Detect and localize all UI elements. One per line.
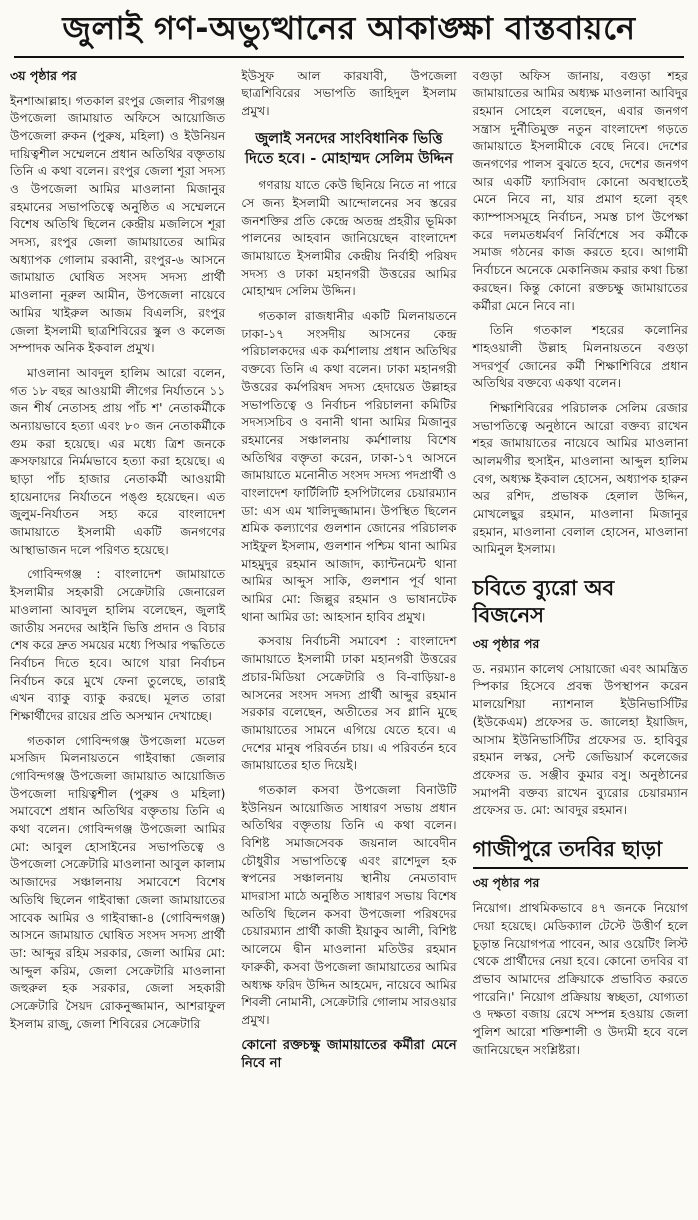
paragraph: কসবায় নির্বাচনী সমাবেশ : বাংলাদেশ জামায়াতে ইসলামী ঢাকা মহানগরী উত্তরের প্রচার-মিডিয়া সেক্রেটারি ও বি-বাড়িয়া-৪ আসনের সংসদ সদস্য প্রার্থী আব্দুর রহমান সরকার বলেছেন, অতীতের সব গ্লানি মুছে জামায়াতের সামনে এগিয়ে যেতে হবে। এ দেশের মানুষ পরিবর্তন চায়। এ পরিবর্তন হবে জামায়াতের হাত দিয়েই।	[241, 634, 457, 773]
article-columns	[10, 68, 688, 1075]
paragraph: গতকাল গোবিন্দগঞ্জ উপজেলা মডেল মসজিদ মিলনায়তনে গাইবান্ধা জেলার গোবিন্দগঞ্জ উপজেলা জামায়াত আয়োজিত উপজেলা দায়িত্বশীল (পুরুষ ও মহিলা) সমাবেশে প্রধান অতিথির বক্তৃতায় তিনি এ কথা বলেন। গোবিন্দগঞ্জ উপজেলা আমির মো: আবুল হোসাইনের সভাপতিত্বে ও উপজেলা সেক্রেটারি মাওলানা আবুল কালাম আজাদের সঞ্চালনায় সমাবেশে বিশেষ অতিথি ছিলেন গাইবান্ধা জেলা জামায়াতের সাবেক আমির ও গাইবান্ধা-৪ (গোবিন্দগঞ্জ) আসনে জামায়াত ঘোষিত সংসদ সদস্য প্রার্থী ডা: আব্দুর রহিম সরকার, জেলা আমির মো: আব্দুল করিম, জেলা সেক্রেটারি মাওলানা জহুরুল হক সরকার, জেলা সহকারী সেক্রেটারি সৈয়দ রোকনুজ্জামান, আশরাফুল ইসলাম রাজু, জেলা শিবিরের সেক্রেটারি	[10, 733, 226, 1031]
continuation-note: ৩য় পৃষ্ঠার পর	[472, 875, 540, 891]
paragraph: গণরায় যাতে কেউ ছিনিয়ে নিতে না পারে সে জন্য ইসলামী আন্দোলনের সব স্তরের জনশক্তির প্রতি কেন্দ্রে অতন্দ্র প্রহরীর ভূমিকা পালনের আহবান জানিয়েছেন বাংলাদেশ জামায়াতে ইসলামীর কেন্দ্রীয় নির্বাহী পরিষদ সদস্য ও ঢাকা মহানগরী উত্তরের আমির মোহাম্মদ সেলিম উদ্দিন।	[241, 178, 457, 299]
paragraph: বগুড়া অফিস জানায়, বগুড়া শহর জামায়াতের আমির অধ্যক্ষ মাওলানা আবিদুর রহমান সোহেল বলেছেন, এবার জনগণ সন্ত্রাস দুর্নীতিমুক্ত নতুন বাংলাদেশ গড়তে জামায়াতে ইসলামীকে বেছে নিবে। দেশের জনগণের পালস বুঝতে হবে, দেশের জনগণ আর একটি ফ্যাসিবাদ কোনো অবস্থাতেই মেনে নিবে না, যার প্রমাণ হলো বৃহৎ ক্যাম্পাসসমূহে নির্বাচন, সমস্ত চাপ উপেক্ষা করে দলমতধর্মবর্ণ নির্বিশেষে সব কর্মীকে সমাজ গঠনের কাজ করতে হবে। আগামী নির্বাচনে অনেকে মেকানিজম করার কথা চিন্তা করছেন। কিন্তু কোনো রক্তচক্ষু জামায়াতের কর্মীরা মেনে নিবে না।	[472, 68, 688, 313]
paragraph: তিনি গতকাল শহরের কলোনির শাহওয়ালী উল্লাহ মিলনায়তনে বগুড়া সদরপূর্ব জোনের কর্মী শিক্ষাশিবিরে প্রধান অতিথির বক্তব্যে একথা বলেন।	[472, 323, 688, 391]
article-column-1	[10, 68, 225, 1041]
paragraph: ড. নরম্যান কালেথ সোয়াজো এবং আমন্ত্রিত স্পিকার হিসেবে প্রবন্ধ উপস্থাপন করেন মালয়েশিয়া ন্যাশনাল ইউনিভার্সিটির (ইউকেএম) প্রফেসর ড. জালেহা ইয়াজিদ, আসাম ইউনিভার্সিটির প্রফেসর ড. হাবিবুর রহমান লস্কর, সেন্ট জেভিয়ার্স কলেজের প্রফেসর ড. সঞ্জীব কুমার বসু। অনুষ্ঠানের সমাপনী বক্তব্য রাখেন ব্যুরোর চেয়ারম্যান প্রফেসর ড. মো: আবদুর রহমান।	[472, 661, 688, 818]
paragraph: শিক্ষাশিবিরের পরিচালক সেলিম রেজার সভাপতিত্বে অনুষ্ঠানে আরো বক্তব্য রাখেন শহর জামায়াতের নায়েবে আমির মাওলানা আলমগীর হুসাইন, মাওলানা আব্দুল হালিম বেগ, অধ্যক্ষ ইকবাল হোসেন, অধ্যাপক হারুন অর রশিদ, প্রভাষক হেলাল উদ্দিন, মোখলেছুর রহমান, মাওলানা মিজানুর রহমান, মাওলানা বেলাল হোসেন, মাওলানা আমিনুল ইসলাম।	[472, 400, 688, 557]
paragraph: গতকাল কসবা উপজেলা বিনাউটি ইউনিয়ন আয়োজিত সাধারণ সভায় প্রধান অতিথির বক্তৃতায় তিনি এ কথা বলেন। বিশিষ্ট সমাজসেবক জয়নাল আবেদীন চৌধুরীর সভাপতিত্বে এবং রাশেদুল হক স্বপনের সঞ্চালনায় স্থানীয় নেমতাবাদ মাদরাসা মাঠে অনুষ্ঠিত সাধারণ সভায় বিশেষ অতিথি ছিলেন কসবা উপজেলা পরিষদের চেয়ারম্যান প্রার্থী কাজী ইয়াকুব আলী, বিশিষ্ট আলেমে দ্বীন মাওলানা মতিউর রহমান ফারুকী, কসবা উপজেলা জামায়াতের আমির অধ্যক্ষ ফরিদ উদ্দিন আহমেদ, নায়েবে আমির শিবলী নোমানী, সেক্রেটারি গোলাম সারওয়ার প্রমুখ।	[241, 782, 457, 1027]
paragraph: নিয়োগ। প্রাথমিকভাবে ৪৭ জনকে নিয়োগ দেয়া হয়েছে। মেডিক্যাল টেস্টে উত্তীর্ণ হলে চূড়ান্ত নিয়োগপত্র পাবেন, আর ওয়েটিং লিস্ট থেকে প্রার্থীদের নেয়া হবে। কোনো তদবির বা প্রভাব আমাদের প্রক্রিয়াকে প্রভাবিত করতে পারেনি।' নিয়োগ প্রক্রিয়ায় স্বচ্ছতা, যোগ্যতা ও দক্ষতা বজায় রেখে সম্পন্ন হওয়ায় জেলা পুলিশ আরো শক্তিশালী ও উদ্যমী হবে বলে জানিয়েছেন সংশ্লিষ্টরা।	[472, 901, 688, 1057]
article-column-2	[241, 68, 456, 1075]
article-column-3	[473, 68, 688, 1067]
bold-lead: কোনো রক্তচক্ষু জামায়াতের কর্মীরা মেনে নিবে না	[241, 1037, 457, 1072]
article-title: গাজীপুরে তদবির ছাড়া	[473, 836, 688, 869]
paragraph: ইউসুফ আল কারযাবী, উপজেলা ছাত্রশিবিরের সভাপতি জাহিদুল ইসলাম প্রমুখ।	[241, 68, 457, 118]
article-title: চবিতে ব্যুরো অব বিজনেস	[472, 576, 615, 628]
paragraph: ইনশাআল্লাহ। গতকাল রংপুর জেলার পীরগঞ্জ উপজেলা জামায়াত অফিসে আয়োজিত উপজেলা রুকন (পুরুষ, মহিলা) ও ইউনিয়ন দায়িত্বশীল সম্মেলনে প্রধান অতিথির বক্তৃতায় তিনি এ কথা বলেন। রংপুর জেলা শূরা সদস্য ও উপজেলা আমির মাওলানা মিজানুর রহমানের সভাপতিত্বে অনুষ্ঠিত এ সম্মেলনে বিশেষ অতিথি ছিলেন কেন্দ্রীয় মজলিসে শূরা সদস্য, রংপুর জেলা জামায়াতের আমির অধ্যাপক গোলাম রব্বানী, রংপুর-৬ আসনে জামায়াত ঘোষিত সংসদ সদস্য প্রার্থী মাওলানা নূরুল আমীন, উপজেলা নায়েবে আমির খাইরুল আজম বিএলসি, রংপুর জেলা ইসলামী ছাত্রশিবিরের স্কুল ও কলেজ সম্পাদক অনিক ইকবাল প্রমুখ।	[10, 93, 226, 356]
page-title: জুলাই গণ-অভ্যুত্থানের আকাঙ্ক্ষা বাস্তবায়নে	[14, 8, 684, 58]
continuation-note: ৩য় পৃষ্ঠার পর	[10, 67, 77, 83]
sub-headline: জুলাই সনদের সাংবিধানিক ভিত্তি দিতে হবে। - মোহাম্মদ সেলিম উদ্দিন	[244, 130, 454, 167]
paragraph: গতকাল রাজধানীর একটি মিলনায়তনে ঢাকা-১৭ সংসদীয় আসনের কেন্দ্র পরিচালকদের এক কর্মশালায় প্রধান অতিথির বক্তব্যে তিনি এ কথা বলেন। ঢাকা মহানগরী উত্তরের কর্মপরিষদ সদস্য হেদায়েত উল্লাহর সভাপতিত্বে ও নির্বাচন পরিচালনা কমিটির সদস্যসচিব ও বনানী থানা আমির মিজানুর রহমানের সঞ্চালনায় কর্মশালায় বিশেষ অতিথির বক্তৃতা করেন, ঢাকা-১৭ আসনে জামায়াতে মনোনীত সংসদ সদস্য পদপ্রার্থী ও বাংলাদেশ ফার্টিলিটি হসপিটালের চেয়ারম্যান ডা: এস এম খালিদুজ্জামান। উপস্থিত ছিলেন শ্রমিক কল্যাণের গুলশান জোনের পরিচালক সাইফুল ইসলাম, গুলশান পশ্চিম থানা আমির মাহমুদুর রহমান আজাদ, ক্যান্টনমেন্ট থানা আমির আব্দুস সাকি, গুলশান পূর্ব থানা আমির মো: জিল্লুর রহমান ও ভাষানটেক থানা আমির ডা: আহসান হাবিব প্রমুখ।	[241, 309, 457, 624]
paragraph: গোবিন্দগঞ্জ : বাংলাদেশ জামায়াতে ইসলামীর সহকারী সেক্রেটারি জেনারেল মাওলানা আবদুল হালিম বলেছেন, জুলাই জাতীয় সনদের আইনি ভিত্তি প্রদান ও বিচার শেষ করে দ্রুত সময়ের মধ্যে পিআর পদ্ধতিতে নির্বাচন দিতে হবে। আগে যারা নির্বাচন নির্বাচন করে মুখে ফেনা তুলেছে, তারাই এখন ব্যাকু ব্যাকু করছে। মূলত তারা শিক্ষার্থীদের রায়ের প্রতি অসম্মান দেখাচ্ছে।	[10, 567, 226, 723]
paragraph: মাওলানা আবদুল হালিম আরো বলেন, গত ১৮ বছর আওয়ামী লীগের নির্যাতনে ১১ জন শীর্ষ নেতাসহ প্রায় পাঁচ শ' নেতাকর্মীকে অন্যায়ভাবে হত্যা এবং ৮০ জন নেতাকর্মীকে গুম করা হয়েছে। এর মধ্যে ত্রিশ জনকে ক্রসফায়ারে নির্মমভাবে হত্যা করা হয়েছে। এ ছাড়া পাঁচ হাজার নেতাকর্মী আওয়ামী হায়েনাদের নির্যাতনে পঙ্গু হয়েছেন। এত জুলুম-নির্যাতন সহ্য করে বাংলাদেশ জামায়াতে ইসলামী একটি জনগণের আস্থাভাজন দলে পরিণত হয়েছে।	[10, 365, 226, 557]
continuation-note: ৩য় পৃষ্ঠার পর	[472, 635, 540, 651]
